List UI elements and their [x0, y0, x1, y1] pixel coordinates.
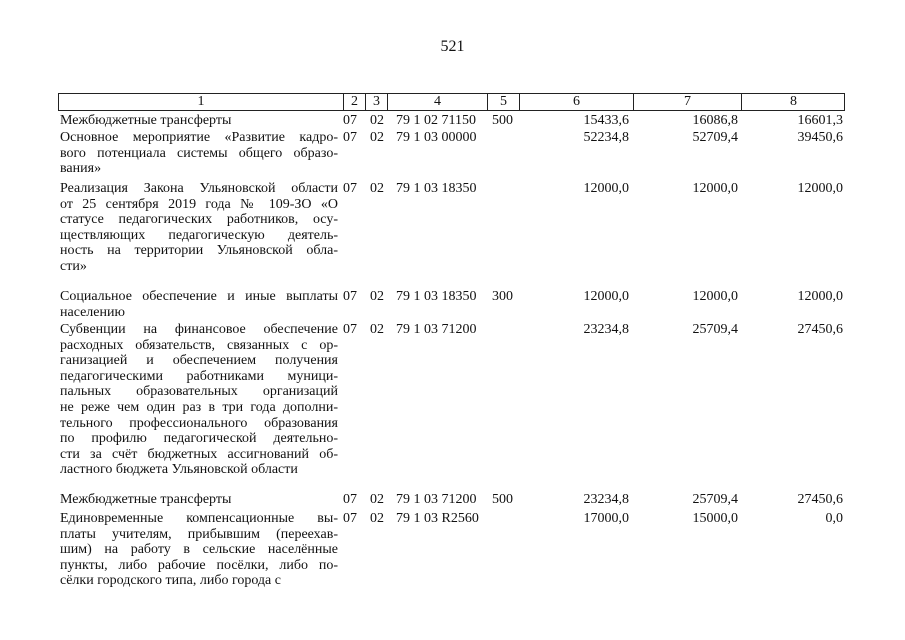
row-name-line: Субвенции на финансовое обеспечение	[60, 322, 338, 337]
row-name-line: тельного профессионального образования	[60, 415, 338, 431]
row-name-line: статусе педагогических работников, осу-	[60, 212, 338, 228]
header-col-8: 8	[741, 94, 845, 110]
row-name-line: Межбюджетные трансферты	[60, 492, 232, 507]
row-name	[60, 289, 338, 320]
target-article-code: 79 1 03 R2560	[396, 511, 479, 526]
row-name-line: педагогическими работниками муници-	[60, 368, 338, 384]
section-code: 07	[343, 511, 357, 526]
section-code: 07	[343, 492, 357, 507]
subsection-code: 02	[370, 181, 384, 196]
row-name	[60, 511, 338, 589]
row-name-line: ществляющих педагогическую деятель-	[60, 227, 338, 243]
row-name-line: сти»	[60, 258, 87, 274]
amount-col-6: 12000,0	[583, 181, 629, 196]
header-col-2: 2	[343, 94, 365, 110]
row-name-line: Единовременные компенсационные вы-	[60, 511, 338, 526]
row-name-line: шим) на работу в сельские населённые	[60, 542, 338, 558]
amount-col-7: 15000,0	[692, 511, 738, 526]
target-article-code: 79 1 03 00000	[396, 130, 477, 145]
amount-col-7: 16086,8	[692, 113, 738, 128]
row-name	[60, 130, 338, 177]
subsection-code: 02	[370, 289, 384, 304]
table-header	[58, 93, 845, 111]
expense-type-code: 300	[492, 289, 513, 304]
amount-col-8: 0,0	[825, 511, 843, 526]
row-name-line: Реализация Закона Ульяновской области	[60, 181, 338, 196]
header-col-4: 4	[387, 94, 487, 110]
amount-col-7: 25709,4	[692, 322, 738, 337]
amount-col-8: 12000,0	[797, 181, 843, 196]
section-code: 07	[343, 322, 357, 337]
amount-col-7: 12000,0	[692, 181, 738, 196]
target-article-code: 79 1 02 71150	[396, 113, 476, 128]
subsection-code: 02	[370, 492, 384, 507]
row-name-line: от 25 сентября 2019 года № 109-ЗО «О	[60, 196, 338, 212]
subsection-code: 02	[370, 130, 384, 145]
expense-type-code: 500	[492, 492, 513, 507]
target-article-code: 79 1 03 71200	[396, 322, 477, 337]
expense-type-code: 500	[492, 113, 513, 128]
row-name	[60, 492, 338, 508]
row-name-line: населению	[60, 304, 125, 320]
row-name-line: расходных обязательств, связанных с ор-	[60, 337, 338, 353]
header-col-7: 7	[633, 94, 741, 110]
row-name-line: ганизацией и обеспечением получения	[60, 353, 338, 369]
row-name-line: платы учителям, прибывшим (переехав-	[60, 526, 338, 542]
row-name-line: Межбюджетные трансферты	[60, 113, 232, 128]
amount-col-7: 52709,4	[692, 130, 738, 145]
amount-col-7: 12000,0	[692, 289, 738, 304]
amount-col-6: 52234,8	[583, 130, 629, 145]
subsection-code: 02	[370, 113, 384, 128]
amount-col-6: 15433,6	[583, 113, 629, 128]
row-name-line: сёлки городского типа, либо города с	[60, 573, 281, 589]
row-name-line: пальных образовательных организаций	[60, 384, 338, 400]
header-col-1: 1	[197, 94, 205, 109]
row-name-line: ность на территории Ульяновской обла-	[60, 243, 338, 259]
row-name-line: Социальное обеспечение и иные выплаты	[60, 289, 338, 304]
row-name-line: сти за счёт бюджетных ассигнований об-	[60, 446, 338, 462]
row-name-line: Основное мероприятие «Развитие кадро-	[60, 130, 338, 145]
section-code: 07	[343, 289, 357, 304]
subsection-code: 02	[370, 511, 384, 526]
amount-col-7: 25709,4	[692, 492, 738, 507]
row-name-line: не реже чем один раз в три года дополни-	[60, 399, 338, 415]
amount-col-8: 39450,6	[797, 130, 843, 145]
target-article-code: 79 1 03 71200	[396, 492, 477, 507]
header-col-6: 6	[519, 94, 633, 110]
amount-col-8: 27450,6	[797, 492, 843, 507]
row-name-line: пункты, либо рабочие посёлки, либо по-	[60, 557, 338, 573]
subsection-code: 02	[370, 322, 384, 337]
header-col-5: 5	[487, 94, 519, 110]
section-code: 07	[343, 113, 357, 128]
row-name	[60, 113, 338, 129]
row-name-line: по профилю педагогической деятельно-	[60, 431, 338, 447]
amount-col-6: 23234,8	[583, 492, 629, 507]
target-article-code: 79 1 03 18350	[396, 289, 477, 304]
row-name	[60, 181, 338, 275]
target-article-code: 79 1 03 18350	[396, 181, 477, 196]
amount-col-6: 12000,0	[583, 289, 629, 304]
row-name-line: вания»	[60, 161, 102, 177]
section-code: 07	[343, 181, 357, 196]
row-name-line: ластного бюджета Ульяновской области	[60, 462, 298, 478]
header-col-3: 3	[365, 94, 387, 110]
section-code: 07	[343, 130, 357, 145]
amount-col-8: 16601,3	[797, 113, 843, 128]
row-name	[60, 322, 338, 478]
amount-col-8: 27450,6	[797, 322, 843, 337]
amount-col-6: 17000,0	[583, 511, 629, 526]
row-name-line: вого потенциала системы общего образо-	[60, 145, 338, 161]
amount-col-8: 12000,0	[797, 289, 843, 304]
amount-col-6: 23234,8	[583, 322, 629, 337]
page-number: 521	[440, 38, 465, 55]
